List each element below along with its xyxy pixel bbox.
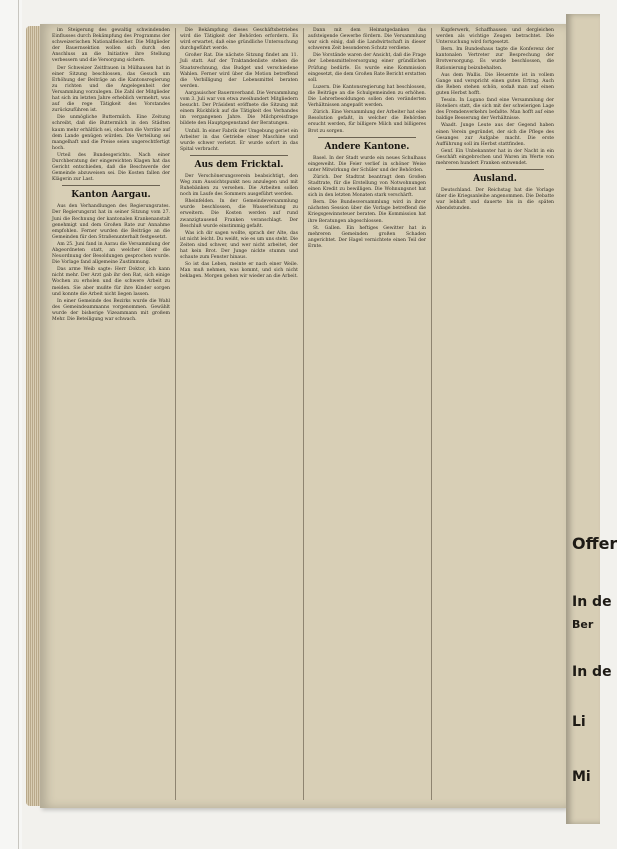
paragraph: Die unmögliche Buttermilch. Eine Zeitung schreibt, daß die Buttermilch in den Städten kaum mehr erhältlich sei, obschon die Vorräte auf dem Lande genügen würden. Die Verteilung sei mangelhaft und die Preise seien ungerechtfertigt hoch. bbox=[52, 115, 170, 151]
column-4 bbox=[436, 28, 554, 800]
divider bbox=[62, 185, 160, 186]
paragraph: Das arme Weib sagte: Herr Doktor, ich kann nicht mehr. Der Arzt gab ihr den Rat, sich einige Wochen zu erholen und die schwere Arbeit zu meiden. Sie aber mußte für ihre Kinder sorgen und konnte die Arbeit nicht liegen lassen. bbox=[52, 267, 170, 297]
divider bbox=[318, 137, 416, 138]
paragraph: Zürich. Der Stadtrat beantragt dem Großen Stadtrate, für die Erstellung von Notwohnungen einen Kredit zu bewilligen. Die Wohnungsnot hat sich in den letzten Monaten stark verschärft. bbox=[308, 174, 426, 199]
paragraph: Am 25. Juni fand in Aarau die Versammlung der Abgeordneten statt, an welcher über die Neuordnung der Besoldungen gesprochen wurde. Die Vorlage fand allgemeine Zustimmung. bbox=[52, 241, 170, 266]
paragraph: Genf. Ein Unbekannter hat in der Nacht in ein Geschäft eingebrochen und Waren im Werte von mehreren hundert Franken entwendet. bbox=[436, 148, 554, 166]
paragraph: Zürich. Eine Versammlung der Arbeiter hat eine Resolution gefaßt, in welcher die Behörden ersucht werden, für billigere Milch und billigeres Brot zu sorgen. bbox=[308, 110, 426, 134]
facing-page bbox=[566, 14, 617, 824]
paragraph: Der Verschönerungsverein beabsichtigt, den Weg zum Aussichtspunkt neu anzulegen und mit Ruhebänken zu versehen. Die Arbeiten sollen noch im Laufe des Sommers ausgeführt werden. bbox=[180, 173, 298, 198]
paragraph: im Steigerung des gewaltig schwindenden Einflusses durch Bekämpfung des Programms der schweizerischen Nationalfleischer. Die Mitglieder der Bauernsektion wollen sich durch den Anschluss an die Initiative ihre Stellung verbessern und die Versorgung sichern. bbox=[52, 28, 170, 64]
divider bbox=[190, 155, 288, 156]
facing-page-text: Ber bbox=[572, 618, 594, 631]
paragraph: Bern. Die Bundesversammlung wird in ihrer nächsten Session über die Vorlage betreffend die Kriegsgewinnsteuer beraten. Die Kommission hat ihre Beratungen abgeschlossen. bbox=[308, 200, 426, 224]
paragraph: Aus dem Wallis. Die Heuernte ist in vollem Gange und verspricht einen guten Ertrag. Auch die Reben stehen schön, sodaß man auf einen guten Herbst hofft. bbox=[436, 72, 554, 96]
facing-page-text: Offer bbox=[572, 534, 617, 553]
paragraph: Aus den Verhandlungen des Regierungsrates. Der Regierungsrat hat in seiner Sitzung vom 27. Juni die Rechnung der kantonalen Krankenanstalt genehmigt und dem Großen Rate zur Annahme empfohlen. Ferner wurden die Beiträge an die Gemeinden für den Straßenunterhalt festgesetzt. bbox=[52, 204, 170, 240]
paragraph: Die Vorstände waren der Ansicht, daß die Frage der Lebensmittelversorgung einer gründlichen Prüfung bedürfe. Es wurde eine Kommission eingesetzt, die dem Großen Rate Bericht erstatten soll. bbox=[308, 53, 426, 83]
paragraph: So ist das Leben, meinte er nach einer Weile. Man muß nehmen, was kommt, und sich nicht beklagen. Morgen gehen wir wieder an die Arbeit. bbox=[180, 262, 298, 280]
section-heading: Aus dem Fricktal. bbox=[194, 159, 284, 170]
paragraph: Aargauischer Bauernverband. Die Versammlung vom 3. Juli war von etwa zweihundert Mitgliedern besucht. Der Präsident eröffnete die Sitzung mit einem Rückblick auf die Tätigkeit des Verbandes im vergangenen Jahre. Die Milchpreisfrage bildete den Hauptgegenstand der Beratungen. bbox=[180, 90, 298, 127]
paragraph: In einer Gemeinde des Bezirks wurde die Wahl des Gemeindeammanns vorgenommen. Gewählt wurde der bisherige Vizeammann mit großem Mehr. Die Beteiligung war schwach. bbox=[52, 298, 170, 323]
facing-page-text: In de bbox=[572, 594, 612, 610]
paragraph: Basel. In der Stadt wurde ein neues Schulhaus eingeweiht. Die Feier verlief in schöner Weise unter Mitwirkung der Schüler und der Behörden. bbox=[308, 155, 426, 173]
column-2 bbox=[180, 28, 298, 800]
paragraph: Tessin. In Lugano fand eine Versammlung der Hoteliers statt, die sich mit der schwierigen Lage des Fremdenverkehrs befaßte. Man hofft auf eine baldige Besserung der Verhältnisse. bbox=[436, 98, 554, 122]
newspaper-page bbox=[40, 24, 566, 808]
paragraph: Was ich dir sagen wollte, sprach der Alte, das ist nicht leicht. Du weißt, wie es um uns steht. Die Zeiten sind schwer, und wer nicht arbeitet, der hat kein Brot. Der Junge nickte stumm und schaute zum Fenster hinaus. bbox=[180, 230, 298, 261]
column-separator bbox=[175, 28, 176, 800]
section-heading: Ausland. bbox=[473, 174, 517, 185]
facing-page-text: Mi bbox=[572, 769, 591, 785]
column-separator bbox=[303, 28, 304, 800]
divider bbox=[446, 169, 544, 170]
paragraph: Unfall. In einer Fabrik der Umgebung geriet ein Arbeiter in das Getriebe einer Maschine und wurde schwer verletzt. Er wurde sofort in das Spital verbracht. bbox=[180, 128, 298, 152]
paragraph: Luzern. Die Kantonsregierung hat beschlossen, die Beiträge an die Schulgemeinden zu erhöhen. Die Lehrerbesoldungen sollen den veränderten Verhältnissen angepaßt werden. bbox=[308, 84, 426, 109]
paragraph: Rheinfelden. In der Gemeindeversammlung wurde beschlossen, die Wasserleitung zu erweitern. Die Kosten werden auf rund zwanzigtausend Franken veranschlagt. Der Beschluß wurde einstimmig gefaßt. bbox=[180, 199, 298, 229]
paragraph: Dann mit dem Heimatgedanken das aufsteigende Gewerbe fördern. Die Versammlung war sich einig, daß die Landwirtschaft in dieser schweren Zeit besonderen Schutz verdiene. bbox=[308, 28, 426, 52]
paragraph: Urteil des Bundesgerichts. Nach einer Durchberatung der eingereichten Klagen hat das Gericht entschieden, daß die Beschwerde der Gemeinde abzuweisen sei. Die Kosten fallen der Klägerin zur Last. bbox=[52, 152, 170, 183]
facing-page-text: Li bbox=[572, 714, 586, 730]
paragraph: Die Bekämpfung dieses Geschäftsbetriebes wird die Tätigkeit der Behörden erfordern. Es wird erwartet, daß eine gründliche Untersuchung durchgeführt werde. bbox=[180, 28, 298, 52]
binding-edge bbox=[18, 0, 19, 849]
paragraph: Waadt. Junge Leute aus der Gegend haben einen Verein gegründet, der sich die Pflege des Gesanges zur Aufgabe macht. Die erste Aufführung soll im Herbst stattfinden. bbox=[436, 123, 554, 147]
column-3 bbox=[308, 28, 426, 800]
paragraph: Der Schweizer Zeitfrauen in Mülhausen hat in einer Sitzung beschlossen, das Gesuch um Erhöhung der Beiträge an die Kantonsregierung zu richten und die Angelegenheit der Versammlung vorzulegen. Die Zahl der Mitglieder hat sich im letzten Jahre erheblich vermehrt, was auf die rege Tätigkeit des Vorstandes zurückzuführen ist. bbox=[52, 65, 170, 114]
facing-page-text: In de bbox=[572, 664, 612, 680]
section-heading: Andere Kantone. bbox=[324, 141, 410, 152]
paragraph: Kupferwerk, Schaffhausen und dergleichen werden als wichtige Zeugen betrachtet. Die Untersuchung wird fortgesetzt. bbox=[436, 28, 554, 46]
paragraph: Großer Rat. Die nächste Sitzung findet am 11. Juli statt. Auf der Traktandenliste stehen die Staatsrechnung, das Budget und verschiedene Wahlen. Ferner wird über die Motion betreffend die Verbilligung der Lebensmittel beraten werden. bbox=[180, 53, 298, 89]
paragraph: St. Gallen. Ein heftiges Gewitter hat in mehreren Gemeinden großen Schaden angerichtet. Der Hagel vernichtete einen Teil der Ernte. bbox=[308, 225, 426, 249]
section-heading: Kanton Aargau. bbox=[71, 190, 151, 201]
column-separator bbox=[431, 28, 432, 800]
paragraph: Deutschland. Der Reichstag hat die Vorlage über die Kriegsanleihe angenommen. Die Debatte war lebhaft und dauerte bis in die späten Abendstunden. bbox=[436, 188, 554, 212]
paragraph: Bern. Im Bundeshaus tagte die Konferenz der kantonalen Vertreter zur Besprechung der Brotversorgung. Es wurde beschlossen, die Rationierung beizubehalten. bbox=[436, 47, 554, 71]
column-1 bbox=[52, 28, 170, 800]
